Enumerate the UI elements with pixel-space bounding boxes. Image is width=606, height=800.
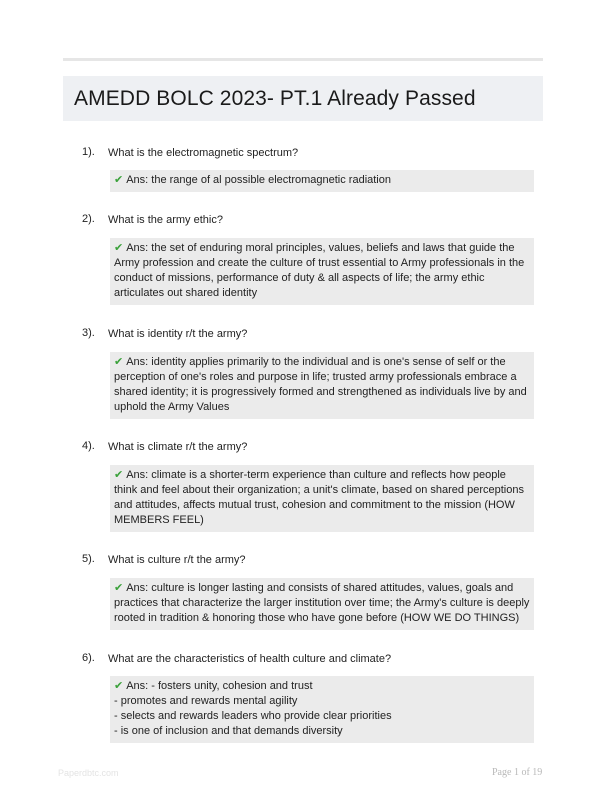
footer-watermark: Paperdbtc.com xyxy=(58,768,119,778)
question-text: What is identity r/t the army? xyxy=(108,328,248,340)
title-banner xyxy=(63,76,543,121)
question-number: 3). xyxy=(82,327,95,339)
check-icon: ✔ xyxy=(114,582,124,594)
question-number: 2). xyxy=(82,213,95,225)
answer-box xyxy=(110,578,534,630)
check-icon: ✔ xyxy=(114,174,124,186)
answer-line: - selects and rewards leaders who provide clear priorities xyxy=(114,710,392,722)
question-number: 5). xyxy=(82,553,95,565)
answer-line: - is one of inclusion and that demands diversity xyxy=(114,725,343,737)
page-number: Page 1 of 19 xyxy=(492,767,543,778)
question-number: 1). xyxy=(82,146,95,158)
answer-text: Ans: the set of enduring moral principles, values, beliefs and laws that guide the Army profession and create the culture of trust essential to Army professionals in the conduct of missions, performance of duty & all aspects of life; the army ethic articulates out shared identity xyxy=(114,242,525,299)
check-icon: ✔ xyxy=(114,242,124,254)
document-title: AMEDD BOLC 2023- PT.1 Already Passed xyxy=(74,86,476,110)
question-text: What is the electromagnetic spectrum? xyxy=(108,147,299,159)
check-icon: ✔ xyxy=(114,680,124,692)
answer-line: - promotes and rewards mental agility xyxy=(114,695,298,707)
question-text: What is climate r/t the army? xyxy=(108,441,248,453)
question-number: 4). xyxy=(82,440,95,452)
answer-text: Ans: identity applies primarily to the individual and is one's sense of self or the perception of one's roles and purpose in life; trusted army professionals embrace a shared identity; it is progressively formed and strengthened as individuals live by and uphold the Army Values xyxy=(114,356,527,413)
answer-text: Ans: climate is a shorter-term experience than culture and reflects how people think and feel about their organization; a unit's climate, based on shared perceptions and attitudes, affects mutual trust, cohesion and commitment to the mission (HOW MEMBERS FEEL) xyxy=(114,469,524,526)
check-icon: ✔ xyxy=(114,356,124,368)
answer-box xyxy=(110,676,534,743)
answer-line: ✔ Ans: - fosters unity, cohesion and trust xyxy=(114,680,313,692)
question-number: 6). xyxy=(82,652,95,664)
check-icon: ✔ xyxy=(114,469,124,481)
question-text: What is the army ethic? xyxy=(108,214,223,226)
answer-box xyxy=(110,352,534,419)
answer-text: Ans: the range of al possible electromagnetic radiation xyxy=(126,174,391,186)
answer-box xyxy=(110,465,534,532)
question-text: What is culture r/t the army? xyxy=(108,554,246,566)
question-text: What are the characteristics of health culture and climate? xyxy=(108,653,392,665)
answer-box xyxy=(110,170,534,192)
top-divider xyxy=(63,58,543,61)
answer-box xyxy=(110,238,534,305)
answer-text: Ans: culture is longer lasting and consists of shared attitudes, values, goals and practices that characterize the larger institution over time; the Army's culture is deeply rooted in tradition & honoring those who have gone before (HOW WE DO THINGS) xyxy=(114,582,530,624)
